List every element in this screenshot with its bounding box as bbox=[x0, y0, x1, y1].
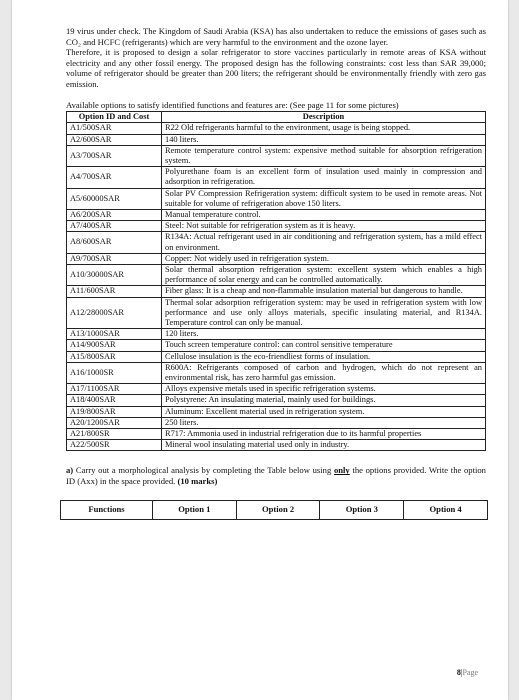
page-number: 8 bbox=[456, 668, 461, 677]
option-description-cell: Solar thermal absorption refrigeration system: excellent system which enables a high performance of solar energy and can be controlled automatically. bbox=[162, 265, 486, 286]
option-description-cell: Mineral wool insulating material used only in industry. bbox=[162, 440, 486, 451]
option-id-cell: A21/800SR bbox=[67, 429, 162, 440]
table-row bbox=[67, 145, 486, 166]
option-description-cell: Alloys expensive metals used in specific refrigeration systems. bbox=[162, 384, 486, 395]
option-id-cell: A8/600SAR bbox=[67, 232, 162, 253]
option-id-cell: A7/400SAR bbox=[67, 221, 162, 232]
option-description-cell: R22 Old refrigerants harmful to the environment, usage is being stopped. bbox=[162, 123, 486, 134]
option-id-cell: A4/700SAR bbox=[67, 167, 162, 188]
option-description-cell: 120 liters. bbox=[162, 329, 486, 340]
option-description-cell: Steel: Not suitable for refrigeration system as it is heavy. bbox=[162, 221, 486, 232]
table-row bbox=[67, 265, 486, 286]
header-option-id: Option ID and Cost bbox=[67, 112, 162, 123]
options-table-body bbox=[67, 123, 486, 451]
options-table bbox=[66, 111, 486, 451]
intro-paragraph-1: 19 virus under check. The Kingdom of Saudi Arabia (KSA) has also undertaken to reduce the emissions of gases such as CO₂ and HCFC (refrigerants) which are very harmful to the environment and the ozone layer. bbox=[66, 26, 486, 47]
table-row bbox=[67, 362, 486, 383]
option-description-cell: Cellulose insulation is the eco-friendliest forms of insulation. bbox=[162, 351, 486, 362]
option-id-cell: A12/28000SAR bbox=[67, 297, 162, 329]
table-row bbox=[67, 417, 486, 428]
table-row bbox=[67, 188, 486, 209]
table-row bbox=[67, 329, 486, 340]
table-row bbox=[67, 406, 486, 417]
question-marks: (10 marks) bbox=[177, 476, 218, 487]
option-description-cell: Touch screen temperature control: can control sensitive temperature bbox=[162, 340, 486, 351]
table-row bbox=[67, 123, 486, 134]
footer-separator: | bbox=[460, 668, 463, 677]
table-row bbox=[67, 232, 486, 253]
question-text-after: the options provided. Write the option ID (Axx) in the space provided. bbox=[66, 465, 486, 487]
morph-header-option-3: Option 3 bbox=[320, 500, 404, 519]
option-description-cell: Thermal solar adsorption refrigeration system: may be used in refrigeration system with low performance and use only alloys materials, specific insulating material, and R134A. Temperature control can only be manual. bbox=[162, 297, 486, 329]
morph-table-header bbox=[61, 500, 488, 519]
document-page bbox=[12, 0, 508, 700]
question-label: a) bbox=[66, 465, 74, 476]
option-id-cell: A3/700SAR bbox=[67, 145, 162, 166]
option-id-cell: A15/800SAR bbox=[67, 351, 162, 362]
table-row bbox=[67, 209, 486, 220]
intro-paragraph-2: Therefore, it is proposed to design a solar refrigerator to store vaccines particularly in remote areas of KSA without electricity and any other fossil energy. The proposed design has the following constraints: cost less than SAR 39,000; volume of refrigerator should be greater than 200 liters; the refrigerant should be environmentally friendly with zero gas emission. bbox=[66, 47, 486, 89]
option-id-cell: A2/600SAR bbox=[67, 134, 162, 145]
table-row bbox=[67, 395, 486, 406]
morph-header-option-2: Option 2 bbox=[236, 500, 320, 519]
option-description-cell: Remote temperature control system: expensive method suitable for absorption refrigeration system. bbox=[162, 145, 486, 166]
table-row bbox=[67, 384, 486, 395]
option-id-cell: A18/400SAR bbox=[67, 395, 162, 406]
option-id-cell: A22/500SR bbox=[67, 440, 162, 451]
header-description: Description bbox=[162, 112, 486, 123]
option-description-cell: R134A: Actual refrigerant used in air conditioning and refrigeration system, has a mild effect on environment. bbox=[162, 232, 486, 253]
option-id-cell: A16/1000SR bbox=[67, 362, 162, 383]
option-description-cell: Polyurethane foam is an excellent form of insulation used mainly in compression and adsorption in refrigeration. bbox=[162, 167, 486, 188]
page-content bbox=[66, 26, 486, 520]
question-a bbox=[66, 465, 486, 486]
question-text-before: Carry out a morphological analysis by completing the Table below using bbox=[75, 465, 332, 476]
table-row bbox=[67, 134, 486, 145]
table-row bbox=[67, 221, 486, 232]
option-id-cell: A9/700SAR bbox=[67, 253, 162, 264]
options-table-header bbox=[67, 112, 486, 123]
morph-header-option-1: Option 1 bbox=[152, 500, 236, 519]
table-row bbox=[67, 286, 486, 297]
option-description-cell: Fiber glass: It is a cheap and non-flammable insulation material but dangerous to handle. bbox=[162, 286, 486, 297]
option-id-cell: A14/900SAR bbox=[67, 340, 162, 351]
morphological-table bbox=[60, 500, 488, 520]
table-row bbox=[67, 253, 486, 264]
option-id-cell: A1/500SAR bbox=[67, 123, 162, 134]
page-label: Page bbox=[462, 668, 478, 677]
option-id-cell: A10/30000SAR bbox=[67, 265, 162, 286]
table-row bbox=[67, 340, 486, 351]
option-description-cell: R600A: Refrigerants composed of carbon and hydrogen, which do not represent an environmental risk, has zero harmful gas emission. bbox=[162, 362, 486, 383]
option-description-cell: R717: Ammonia used in industrial refrigeration due to its harmful properties bbox=[162, 429, 486, 440]
option-description-cell: Solar PV Compression Refrigeration system: difficult system to be used in remote areas. Not suitable for volume of refrigeration above 150 liters. bbox=[162, 188, 486, 209]
option-id-cell: A11/600SAR bbox=[67, 286, 162, 297]
option-id-cell: A5/60000SAR bbox=[67, 188, 162, 209]
morph-header-option-4: Option 4 bbox=[404, 500, 488, 519]
option-description-cell: Aluminum: Excellent material used in refrigeration system. bbox=[162, 406, 486, 417]
option-id-cell: A17/1100SAR bbox=[67, 384, 162, 395]
option-id-cell: A19/800SAR bbox=[67, 406, 162, 417]
option-id-cell: A20/1200SAR bbox=[67, 417, 162, 428]
table-row bbox=[67, 351, 486, 362]
table-row bbox=[67, 297, 486, 329]
table-row bbox=[67, 167, 486, 188]
table-row bbox=[67, 440, 486, 451]
option-description-cell: Copper: Not widely used in refrigeration system. bbox=[162, 253, 486, 264]
option-id-cell: A13/1000SAR bbox=[67, 329, 162, 340]
option-description-cell: 140 liters. bbox=[162, 134, 486, 145]
option-description-cell: Polystyrene: An insulating material, mainly used for buildings. bbox=[162, 395, 486, 406]
page-footer bbox=[457, 668, 478, 677]
question-emphasis: only bbox=[333, 465, 350, 476]
option-id-cell: A6/200SAR bbox=[67, 209, 162, 220]
table-row bbox=[67, 429, 486, 440]
option-description-cell: 250 liters. bbox=[162, 417, 486, 428]
morph-header-functions: Functions bbox=[61, 500, 153, 519]
table-caption: Available options to satisfy identified functions and features are: (See page 11 for some pictures) bbox=[66, 99, 399, 110]
option-description-cell: Manual temperature control. bbox=[162, 209, 486, 220]
